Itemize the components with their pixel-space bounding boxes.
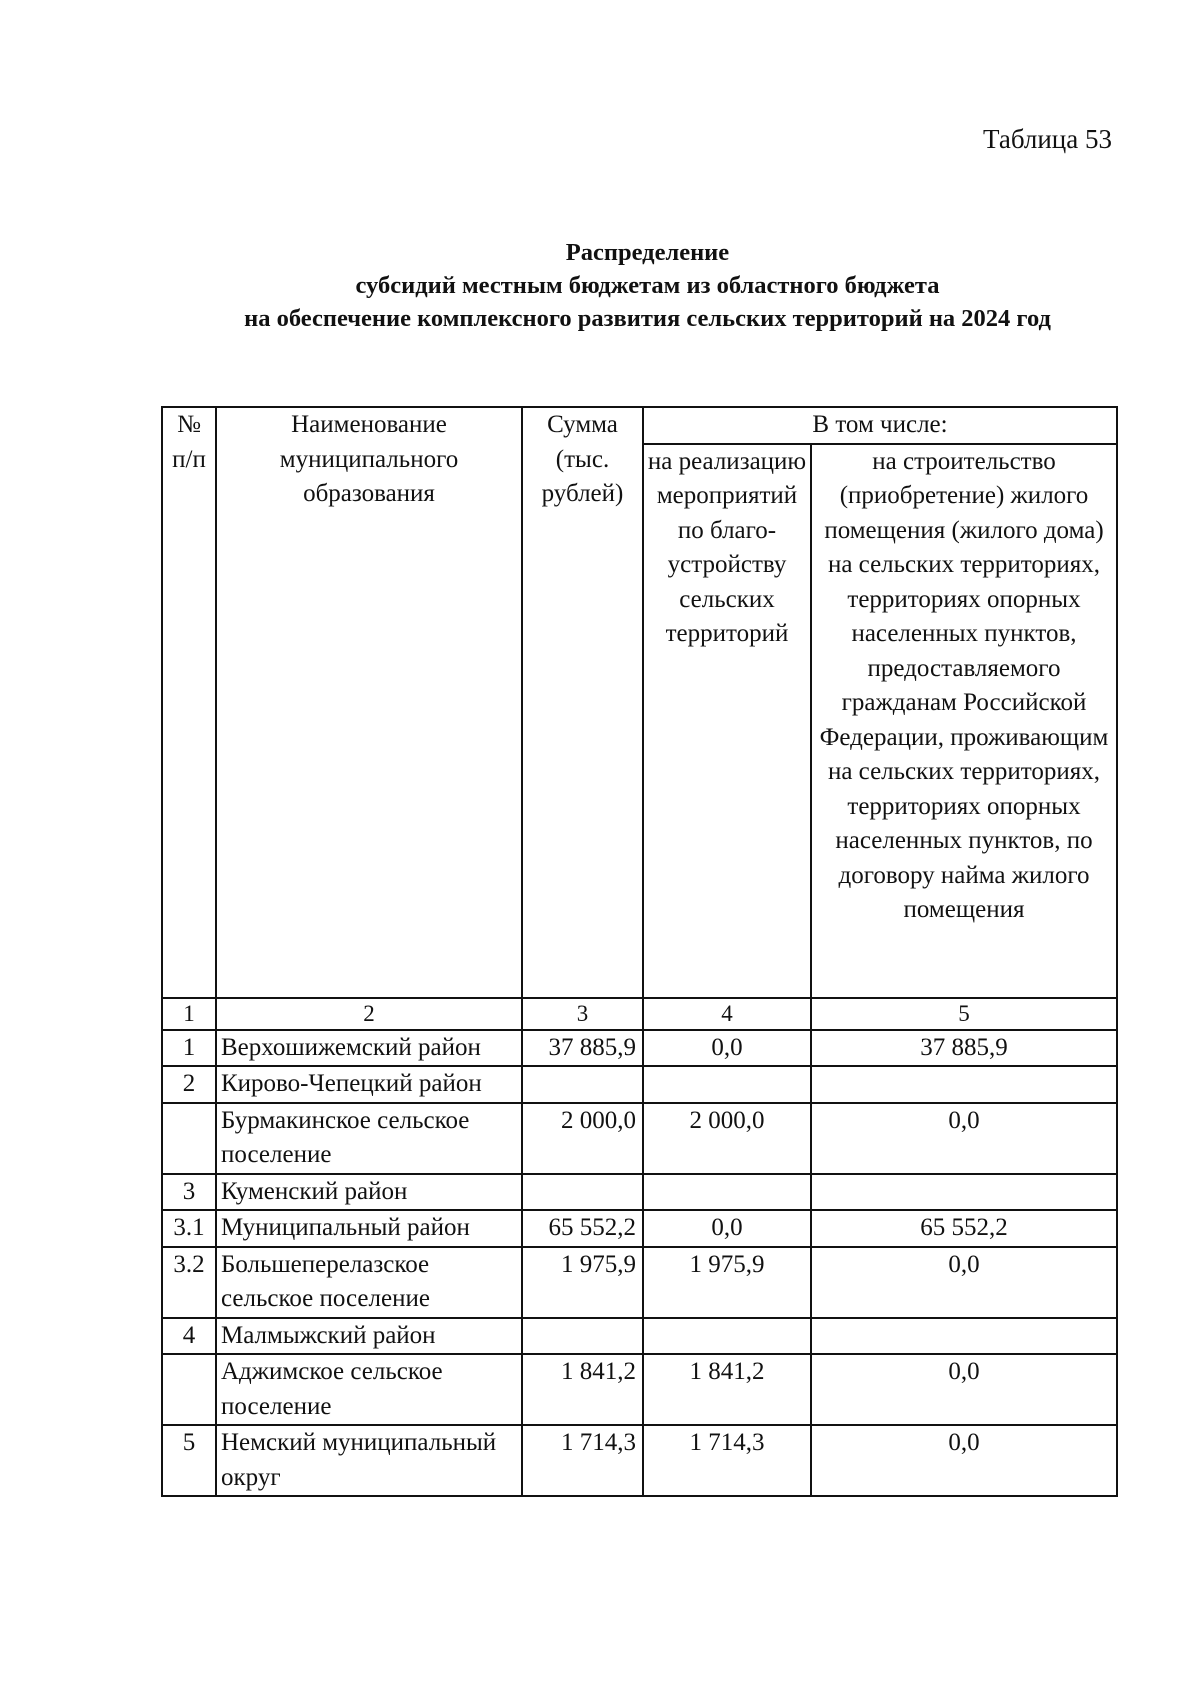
municipality-name: Большеперелазское сельское поселение bbox=[216, 1247, 522, 1318]
table-row bbox=[162, 1103, 1117, 1174]
column-index: 2 bbox=[216, 998, 522, 1030]
municipality-name: Аджимское сельское поселение bbox=[216, 1354, 522, 1425]
housing-sum bbox=[811, 1318, 1117, 1355]
column-index: 4 bbox=[643, 998, 811, 1030]
column-index: 1 bbox=[162, 998, 216, 1030]
total-sum: 1 975,9 bbox=[522, 1247, 643, 1318]
title-line: Распределение bbox=[565, 239, 730, 266]
row-number: 2 bbox=[162, 1066, 216, 1103]
municipality-name: Немский муниципальный округ bbox=[216, 1425, 522, 1496]
improvement-sum bbox=[643, 1174, 811, 1211]
table-row bbox=[162, 1247, 1117, 1318]
total-sum: 1 841,2 bbox=[522, 1354, 643, 1425]
municipality-name: Куменский район bbox=[216, 1174, 522, 1211]
table-number: Таблица 53 bbox=[983, 124, 1112, 154]
header-including: В том числе: bbox=[643, 407, 1117, 444]
municipality-name: Бурмакинское сельское поселение bbox=[216, 1103, 522, 1174]
header-col4: на реализацию мероприятий по благо-устройству сельских территорий bbox=[643, 444, 811, 998]
housing-sum: 0,0 bbox=[811, 1354, 1117, 1425]
table-row bbox=[162, 1174, 1117, 1211]
header-num: № п/п bbox=[162, 407, 216, 998]
header-col5: на строительство (приобретение) жилого помещения (жилого дома) на сельских территориях, территориях опорных населенных пунктов, предоставляемого гражданам Российской Федерации, проживающим на сельских территориях, территориях опорных населенных пунктов, по договору найма жилого помещения bbox=[811, 444, 1117, 998]
row-number: 1 bbox=[162, 1030, 216, 1067]
total-sum: 2 000,0 bbox=[522, 1103, 643, 1174]
title-line: на обеспечение комплексного развития сельских территорий на 2024 год bbox=[244, 305, 1051, 332]
improvement-sum bbox=[643, 1066, 811, 1103]
table-row bbox=[162, 1210, 1117, 1247]
improvement-sum: 2 000,0 bbox=[643, 1103, 811, 1174]
header-sum: Сумма (тыс. рублей) bbox=[522, 407, 643, 998]
table-row bbox=[162, 1066, 1117, 1103]
housing-sum bbox=[811, 1066, 1117, 1103]
row-number: 3 bbox=[162, 1174, 216, 1211]
housing-sum bbox=[811, 1174, 1117, 1211]
municipality-name: Малмыжский район bbox=[216, 1318, 522, 1355]
total-sum bbox=[522, 1174, 643, 1211]
total-sum: 37 885,9 bbox=[522, 1030, 643, 1067]
row-number bbox=[162, 1354, 216, 1425]
improvement-sum: 1 841,2 bbox=[643, 1354, 811, 1425]
municipality-name: Верхошижемский район bbox=[216, 1030, 522, 1067]
table-row bbox=[162, 1425, 1117, 1496]
column-index: 3 bbox=[522, 998, 643, 1030]
column-index-row bbox=[162, 998, 1117, 1030]
table-row bbox=[162, 1354, 1117, 1425]
improvement-sum: 1 714,3 bbox=[643, 1425, 811, 1496]
municipality-name: Кирово-Чепецкий район bbox=[216, 1066, 522, 1103]
improvement-sum: 1 975,9 bbox=[643, 1247, 811, 1318]
improvement-sum: 0,0 bbox=[643, 1030, 811, 1067]
improvement-sum bbox=[643, 1318, 811, 1355]
row-number: 4 bbox=[162, 1318, 216, 1355]
total-sum: 1 714,3 bbox=[522, 1425, 643, 1496]
row-number: 3.1 bbox=[162, 1210, 216, 1247]
improvement-sum: 0,0 bbox=[643, 1210, 811, 1247]
row-number: 3.2 bbox=[162, 1247, 216, 1318]
table-row bbox=[162, 1030, 1117, 1067]
housing-sum: 0,0 bbox=[811, 1247, 1117, 1318]
housing-sum: 0,0 bbox=[811, 1103, 1117, 1174]
total-sum bbox=[522, 1318, 643, 1355]
column-index: 5 bbox=[811, 998, 1117, 1030]
document-title bbox=[120, 236, 1175, 335]
header-name: Наименование муниципального образования bbox=[216, 407, 522, 998]
municipality-name: Муниципальный район bbox=[216, 1210, 522, 1247]
housing-sum: 65 552,2 bbox=[811, 1210, 1117, 1247]
housing-sum: 37 885,9 bbox=[811, 1030, 1117, 1067]
title-line: субсидий местным бюджетам из областного бюджета bbox=[355, 272, 940, 299]
total-sum bbox=[522, 1066, 643, 1103]
header-row bbox=[162, 407, 1117, 444]
subsidy-table bbox=[161, 406, 1118, 1497]
row-number: 5 bbox=[162, 1425, 216, 1496]
row-number bbox=[162, 1103, 216, 1174]
total-sum: 65 552,2 bbox=[522, 1210, 643, 1247]
table-row bbox=[162, 1318, 1117, 1355]
housing-sum: 0,0 bbox=[811, 1425, 1117, 1496]
